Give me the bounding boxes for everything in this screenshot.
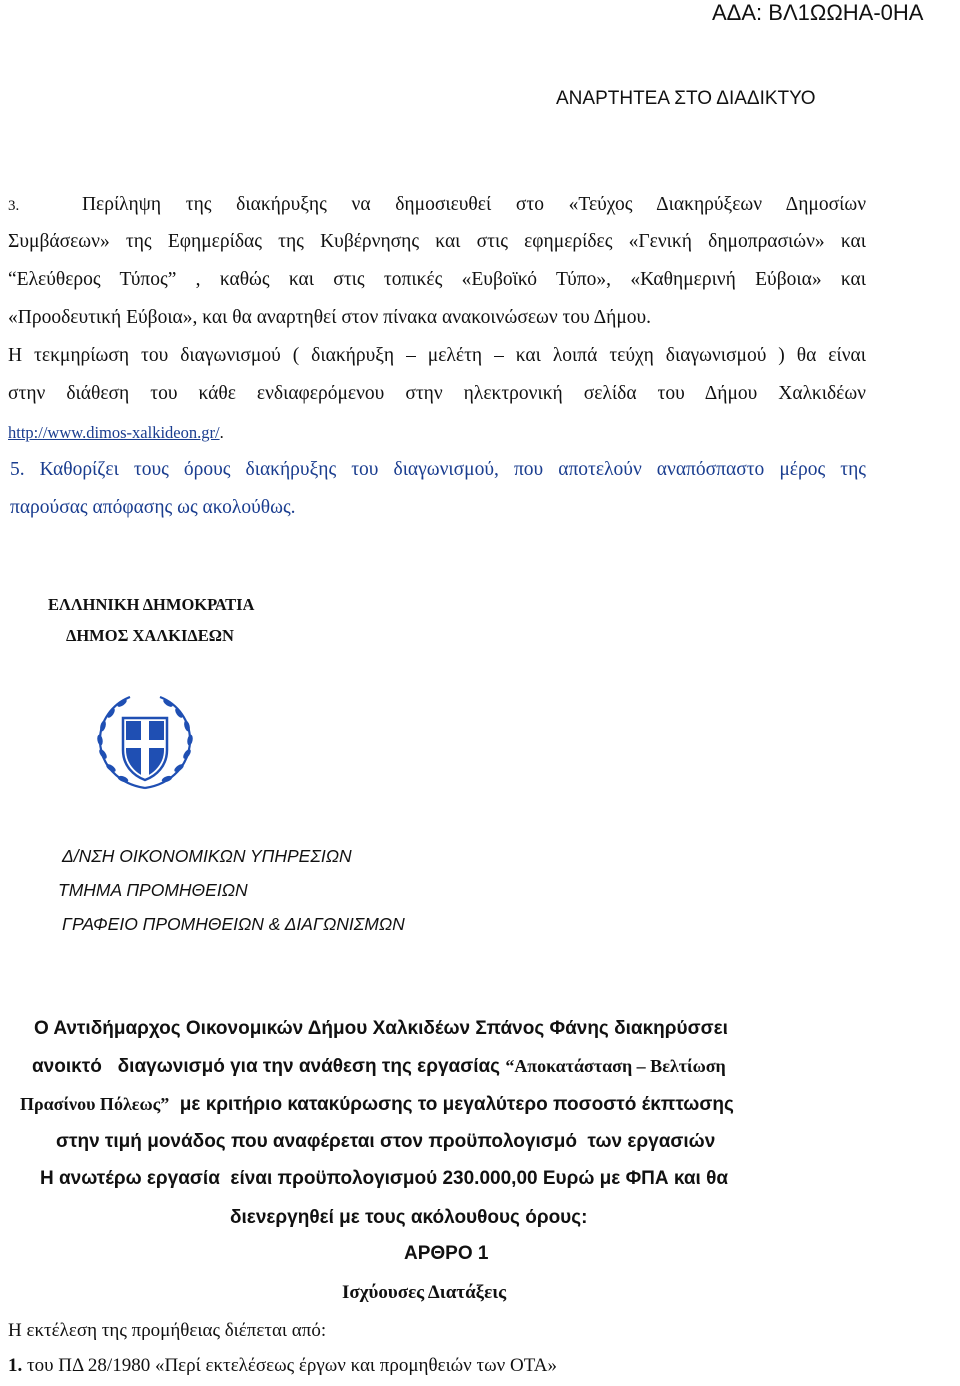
municipality-website-link[interactable]: http://www.dimos-xalkideon.gr/ [8,423,220,442]
announcement-line6: διενεργηθεί με τους ακόλουθους όρους: [230,1207,588,1228]
article1-item1-number: 1. [8,1355,23,1376]
item5-line1: 5. Καθορίζει τους όρους διακήρυξης του διαγωνισμού, που αποτελούν αναπόσπαστο μέρος της [10,459,866,480]
award-criterion: με κριτήριο κατακύρωσης το μεγαλύτερο ποσοστό έκπτωσης [169,1094,734,1115]
url-suffix: . [219,423,224,442]
item5-line2: παρούσας απόφασης ως ακολούθως. [10,497,296,518]
country-name: ΕΛΛΗΝΙΚΗ ΔΗΜΟΚΡΑΤΙΑ [48,595,255,614]
article1-item1 [8,1355,557,1377]
ada-code: ΑΔΑ: ΒΛ1ΩΩΗΑ-0ΗΑ [712,0,924,25]
announcement-line5: Η ανωτέρω εργασία είναι προϋπολογισμού 230.000,00 Ευρώ με ΦΠΑ και θα [40,1168,729,1189]
item3-line1-text: Περίληψη της διακήρυξης να δημοσιευθεί στο «Τεύχος Διακηρύξεων Δημοσίων [81,194,867,215]
documentation-line1: Η τεκμηρίωση του διαγωνισμού ( διακήρυξη – μελέτη – και λοιπά τεύχη διαγωνισμού ) θα είναι [8,345,866,366]
office-name: ΓΡΑΦΕΙΟ ΠΡΟΜΗΘΕΙΩΝ & ΔΙΑΓΩΝΙΣΜΩΝ [62,914,405,934]
directorate-name: Δ/ΝΣΗ ΟΙΚΟΝΟΜΙΚΩΝ ΥΠΗΡΕΣΙΩΝ [62,846,352,866]
project-title-part2: Πρασίνου Πόλεως” [20,1094,170,1114]
announcement-line2-text: ανοικτό διαγωνισμό για την ανάθεση της εργασίας [32,1056,506,1077]
municipality-name: ΔΗΜΟΣ ΧΑΛΚΙΔΕΩΝ [66,626,234,645]
section-name: ΤΜΗΜΑ ΠΡΟΜΗΘΕΙΩΝ [58,880,248,900]
article1-intro: Η εκτέλεση της προμήθειας διέπεται από: [8,1320,327,1341]
greek-state-emblem-icon [90,688,200,798]
item3-line4: «Προοδευτική Εύβοια», και θα αναρτηθεί στον πίνακα ανακοινώσεων του Δήμου. [8,307,652,328]
announcement-line2 [32,1056,726,1078]
documentation-url-line [8,423,224,443]
posting-note: ΑΝΑΡΤΗΤΕΑ ΣΤΟ ΔΙΑΔΙΚΤΥΟ [556,88,816,109]
article1-subheading: Ισχύουσες Διατάξεις [342,1282,507,1303]
article1-heading: ΑΡΘΡΟ 1 [404,1243,489,1264]
announcement-line1: Ο Αντιδήμαρχος Οικονομικών Δήμου Χαλκιδέων Σπάνος Φάνης διακηρύσσει [34,1018,728,1039]
item3-line1 [8,194,866,216]
documentation-line2: στην διάθεση του κάθε ενδιαφερόμενου στην ηλεκτρονική σελίδα του Δήμου Χαλκιδέων [8,383,866,404]
article1-item1-text: του ΠΔ 28/1980 «Περί εκτελέσεως έργων και προμηθειών των ΟΤΑ» [22,1355,558,1376]
announcement-line3 [20,1094,734,1116]
project-title-part1: “Αποκατάσταση – Βελτίωση [505,1056,726,1076]
item3-line2: Συμβάσεων» της Εφημερίδας της Κυβέρνησης και στις εφημερίδες «Γενική δημοπρασιών» και [8,231,866,252]
item3-line3: “Ελεύθερος Τύπος” , καθώς και στις τοπικές «Ευβοϊκό Τύπο», «Καθημερινή Εύβοια» και [8,269,866,290]
announcement-line4: στην τιμή μονάδος που αναφέρεται στον προϋπολογισμό των εργασιών [56,1131,716,1152]
item3-number: 3. [8,198,20,214]
